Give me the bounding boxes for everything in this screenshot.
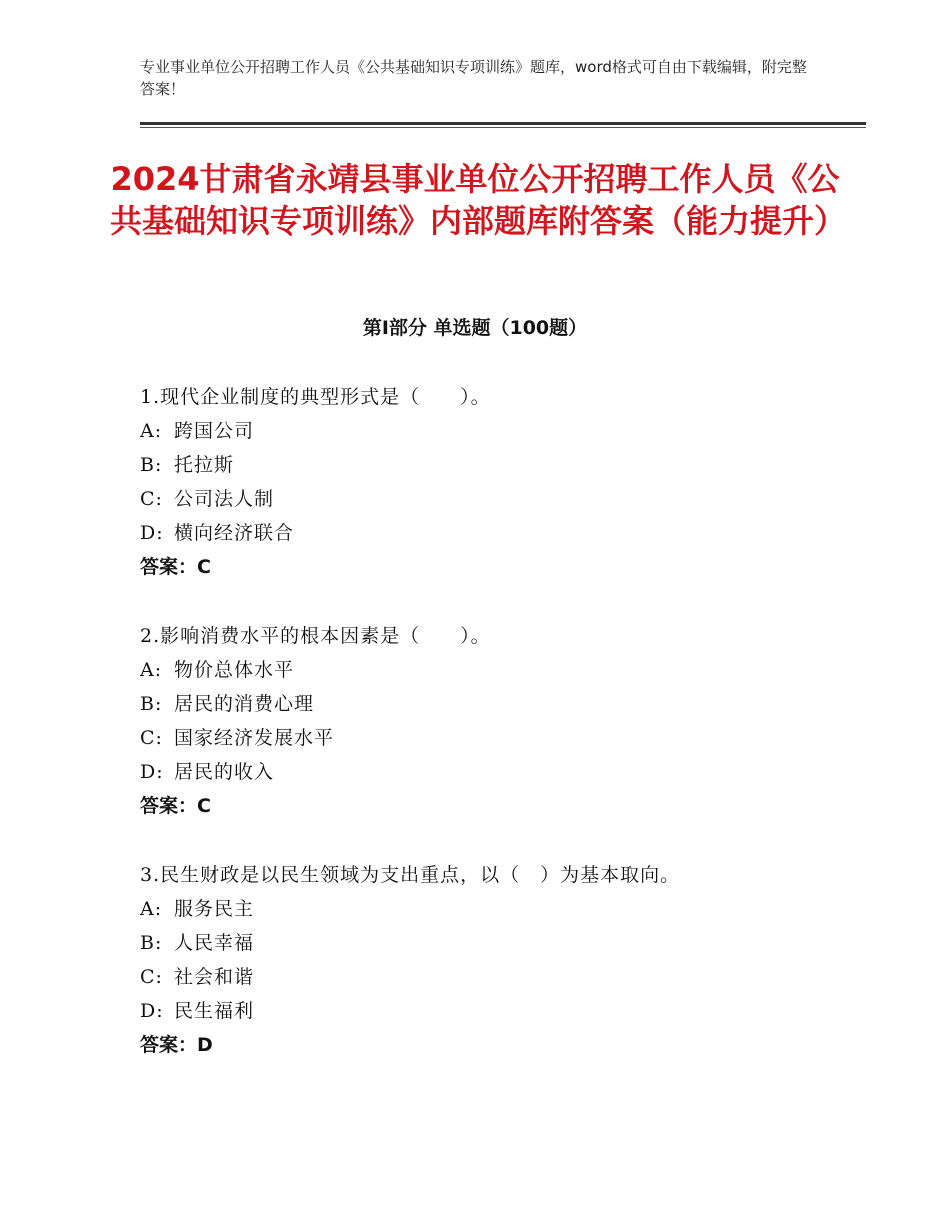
option-key: A:	[140, 659, 163, 681]
option-d	[140, 516, 840, 550]
question-2	[140, 619, 840, 823]
option-key: D:	[140, 1000, 164, 1022]
option-text: 横向经济联合	[174, 522, 295, 544]
option-d	[140, 755, 840, 789]
option-text: 服务民主	[174, 898, 255, 920]
option-key: D:	[140, 522, 164, 544]
option-text: 人民幸福	[174, 932, 255, 954]
question-stem: 1.现代企业制度的典型形式是（ ）。	[140, 386, 491, 408]
option-text: 国家经济发展水平	[174, 727, 335, 749]
option-key: B:	[140, 932, 163, 954]
option-a	[140, 414, 840, 448]
option-text: 社会和谐	[174, 966, 255, 988]
option-key: C:	[140, 966, 163, 988]
question-1	[140, 380, 840, 584]
header-note: 专业事业单位公开招聘工作人员《公共基础知识专项训练》题库，word格式可自由下载编辑，附完整答案！	[140, 58, 807, 98]
option-text: 跨国公司	[174, 420, 255, 442]
option-text: 居民的消费心理	[174, 693, 315, 715]
option-text: 民生福利	[174, 1000, 255, 1022]
option-text: 物价总体水平	[174, 659, 295, 681]
option-key: D:	[140, 761, 164, 783]
option-b	[140, 687, 840, 721]
answer-line: 答案：D	[140, 1034, 213, 1056]
answer-line: 答案：C	[140, 795, 211, 817]
option-c	[140, 960, 840, 994]
option-a	[140, 892, 840, 926]
option-b	[140, 926, 840, 960]
option-d	[140, 994, 840, 1028]
option-key: A:	[140, 420, 163, 442]
option-key: A:	[140, 898, 163, 920]
question-stem: 2.影响消费水平的根本因素是（ ）。	[140, 625, 491, 647]
option-text: 公司法人制	[174, 488, 275, 510]
option-a	[140, 653, 840, 687]
option-c	[140, 721, 840, 755]
option-text: 居民的收入	[174, 761, 275, 783]
option-key: B:	[140, 454, 163, 476]
option-b	[140, 448, 840, 482]
option-key: B:	[140, 693, 163, 715]
option-key: C:	[140, 727, 163, 749]
answer-line: 答案：C	[140, 556, 211, 578]
header-rule-thick	[140, 122, 866, 125]
question-stem: 3.民生财政是以民生领域为支出重点，以（ ）为基本取向。	[140, 864, 681, 886]
option-text: 托拉斯	[174, 454, 235, 476]
option-key: C:	[140, 488, 163, 510]
question-3	[140, 858, 840, 1062]
option-c	[140, 482, 840, 516]
part-heading: 第Ⅰ部分 单选题（100题）	[362, 317, 588, 339]
header-rule-thin	[140, 127, 866, 128]
document-title: 2024甘肃省永靖县事业单位公开招聘工作人员《公共基础知识专项训练》内部题库附答案（能力提升）	[110, 160, 847, 240]
